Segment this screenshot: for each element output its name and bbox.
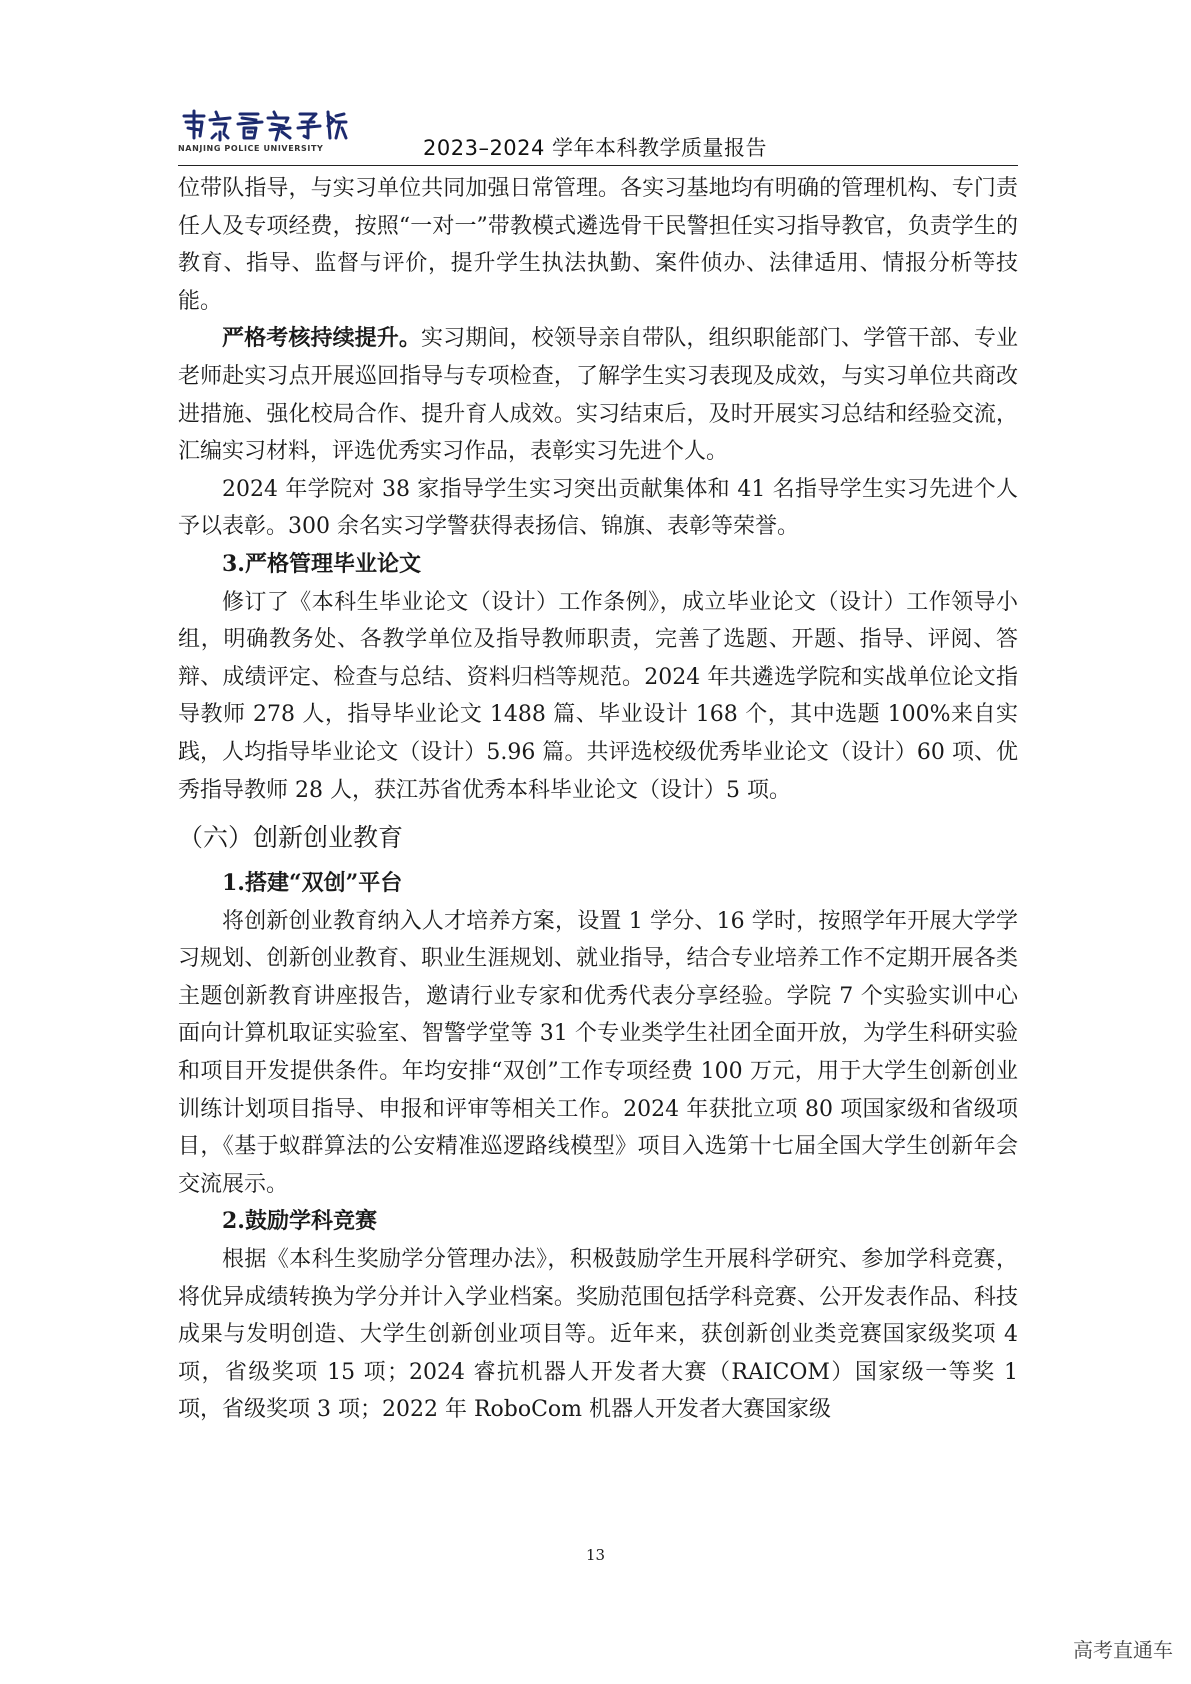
paragraph: 根据《本科生奖励学分管理办法》，积极鼓励学生开展科学研究、参加学科竞赛，将优异成绩转换为学分并计入学业档案。奖励范围包括学科竞赛、公开发表作品、科技成果与发明创造、大学生创新创业项目等。近年来，获创新创业类竞赛国家级奖项 4 项，省级奖项 15 项；2024 睿抗机器人开发者大赛（RAICOM）国家级一等奖 1 项，省级奖项 3 项；2022 年 RoboCom 机器人开发者大赛国家级 <box>178 1247 1018 1423</box>
subheading: 1.搭建“双创”平台 <box>222 870 403 897</box>
paragraph: 2024 年学院对 38 家指导学生实习突出贡献集体和 41 名指导学生实习先进个人予以表彰。300 余名实习学警获得表扬信、锦旗、表彰等荣誉。 <box>178 476 1018 540</box>
report-title: 2023–2024 学年本科教学质量报告 <box>423 136 768 160</box>
calligraphy-logo-icon <box>178 108 348 142</box>
header-divider <box>178 165 1018 166</box>
paragraph-text: 实习期间，校领导亲自带队，组织职能部门、学管干部、专业老师赴实习点开展巡回指导与专项检查，了解学生实习表现及成效，与实习单位共商改进措施、强化校局合作、提升育人成效。实习结束后，及时开展实习总结和经验交流，汇编实习材料，评选优秀实习作品，表彰实习先进个人。 <box>178 326 1018 465</box>
section-heading: （六）创新创业教育 <box>178 823 404 853</box>
paragraph-lead: 严格考核持续提升。 <box>222 325 422 352</box>
paragraph <box>178 320 1018 470</box>
paragraph: 位带队指导，与实习单位共同加强日常管理。各实习基地均有明确的管理机构、专门责任人及专项经费，按照“一对一”带教模式遴选骨干民警担任实习指导教官，负责学生的教育、指导、监督与评价，提升学生执法执勤、案件侦办、法律适用、情报分析等技能。 <box>178 176 1018 314</box>
subheading: 2.鼓励学科竞赛 <box>222 1208 377 1235</box>
university-logo <box>178 108 358 153</box>
subheading: 3.严格管理毕业论文 <box>222 550 421 577</box>
page-number: 13 <box>585 1546 606 1564</box>
page-body <box>178 170 1018 1429</box>
paragraph: 将创新创业教育纳入人才培养方案，设置 1 学分、16 学时，按照学年开展大学学习规划、创新创业教育、职业生涯规划、就业指导，结合专业培养工作不定期开展各类主题创新教育讲座报告，邀请行业专家和优秀代表分享经验。学院 7 个实验实训中心面向计算机取证实验室、智警学堂等 31 个专业类学生社团全面开放，为学生科研实验和项目开发提供条件。年均安排“双创”工作专项经费 100 万元，用于大学生创新创业训练计划项目指导、申报和评审等相关工作。2024 年获批立项 80 项国家级和省级项目，《基于蚁群算法的公安精准巡逻路线模型》项目入选第十七届全国大学生创新年会交流展示。 <box>178 908 1018 1197</box>
page-header <box>178 100 1018 162</box>
paragraph: 修订了《本科生毕业论文（设计）工作条例》，成立毕业论文（设计）工作领导小组，明确教务处、各教学单位及指导教师职责，完善了选题、开题、指导、评阅、答辩、成绩评定、检查与总结、资料归档等规范。2024 年共遴选学院和实战单位论文指导教师 278 人，指导毕业论文 1488 篇、毕业设计 168 个，其中选题 100%来自实践，人均指导毕业论文（设计）5.96 篇。共评选校级优秀毕业论文（设计）60 项、优秀指导教师 28 人，获江苏省优秀本科毕业论文（设计）5 项。 <box>178 589 1018 803</box>
logo-text: NANJING POLICE UNIVERSITY <box>178 144 324 153</box>
watermark: 高考直通车 <box>1073 1638 1173 1662</box>
